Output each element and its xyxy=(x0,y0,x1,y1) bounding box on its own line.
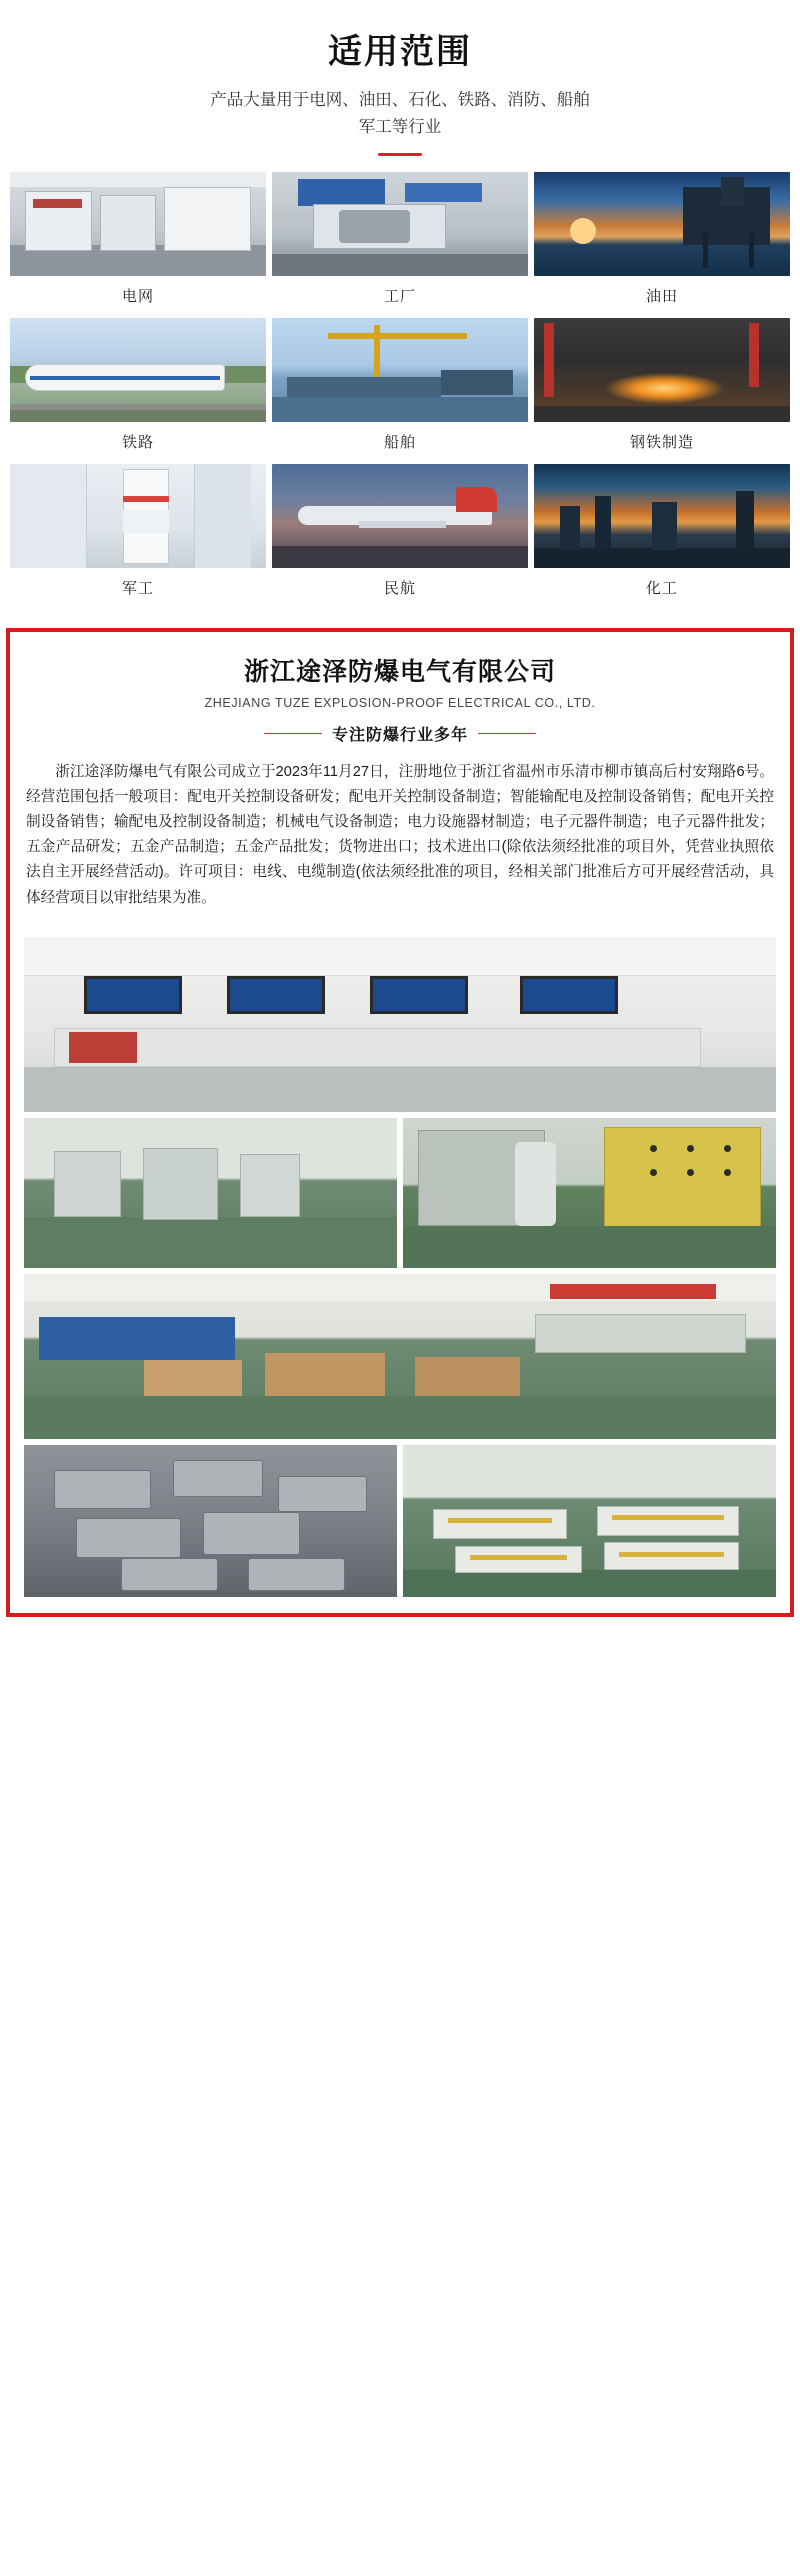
steel-manufacturing-photo xyxy=(534,318,790,422)
packed-cabinets-photo xyxy=(24,1118,397,1268)
showroom-photo xyxy=(24,937,776,1112)
slogan-divider-right xyxy=(478,733,536,734)
title-divider xyxy=(378,153,422,156)
scope-item-label: 油田 xyxy=(645,288,678,306)
shipping-photo xyxy=(272,318,528,422)
scope-item-chemical xyxy=(534,464,790,610)
scope-item-label: 民航 xyxy=(383,580,416,598)
military-industry-photo xyxy=(10,464,266,568)
slogan-divider-left xyxy=(264,733,322,734)
scope-subtitle-line-2: 军工等行业 xyxy=(358,118,442,137)
civil-aviation-photo xyxy=(272,464,528,568)
workshop-photo xyxy=(24,1274,776,1439)
scope-item-power-grid xyxy=(10,172,266,318)
scope-item-steel xyxy=(534,318,790,464)
control-panel-photo xyxy=(403,1118,776,1268)
scope-grid xyxy=(0,172,800,610)
scope-item-military xyxy=(10,464,266,610)
company-photo-row-1 xyxy=(24,1118,776,1268)
company-description: 浙江途泽防爆电气有限公司成立于2023年11月27日，注册地位于浙江省温州市乐清市柳市镇高后村安翔路6号。经营范围包括一般项目：配电开关控制设备研发；配电开关控制设备制造；智能输配电及控制设备销售；配电开关控制设备销售；输配电及控制设备制造；机械电气设备制造；电力设施器材制造；电子元器件制造；电子元器件批发；五金产品研发；五金产品制造；五金产品批发；货物进出口；技术进出口(除依法须经批准的项目外，凭营业执照依法自主开展经营活动)。许可项目：电线、电缆制造(依法须经批准的项目，经相关部门批准后方可开展经营活动，具体经营项目以审批结果为准。 xyxy=(26,764,774,906)
scope-item-railway xyxy=(10,318,266,464)
railway-photo xyxy=(10,318,266,422)
scope-item-label: 化工 xyxy=(645,580,678,598)
slogan-text: 专注防爆行业多年 xyxy=(331,727,468,745)
page-title: 适用范围 xyxy=(328,33,472,71)
scope-item-shipping xyxy=(272,318,528,464)
company-slogan xyxy=(24,722,776,745)
scope-item-label: 船舶 xyxy=(383,434,416,452)
company-name-cn: 浙江途泽防爆电气有限公司 xyxy=(243,658,556,687)
company-photo-row-2 xyxy=(24,1445,776,1597)
chemical-industry-photo xyxy=(534,464,790,568)
oilfield-photo xyxy=(534,172,790,276)
scope-item-label: 电网 xyxy=(121,288,154,306)
scope-item-aviation xyxy=(272,464,528,610)
scope-item-label: 军工 xyxy=(121,580,154,598)
scope-item-label: 工厂 xyxy=(383,288,416,306)
power-grid-photo xyxy=(10,172,266,276)
scope-section xyxy=(0,0,800,620)
scope-item-factory xyxy=(272,172,528,318)
company-name-en: ZHEJIANG TUZE EXPLOSION-PROOF ELECTRICAL CO., LTD. xyxy=(204,696,596,711)
factory-photo xyxy=(272,172,528,276)
scope-item-label: 钢铁制造 xyxy=(629,434,694,452)
scope-subtitle-line-1: 产品大量用于电网、油田、石化、铁路、消防、船舶 xyxy=(210,91,590,109)
company-section xyxy=(6,628,794,1617)
scope-subtitle xyxy=(0,87,800,141)
boxed-fixtures-photo xyxy=(403,1445,776,1597)
castings-photo xyxy=(24,1445,397,1597)
scope-item-oilfield xyxy=(534,172,790,318)
scope-item-label: 铁路 xyxy=(121,434,154,452)
